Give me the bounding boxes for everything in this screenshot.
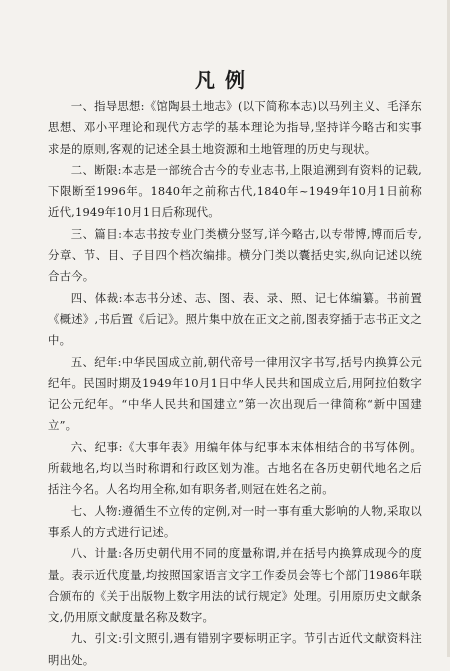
paragraph-chapters: 三、篇目:本志书按专业门类横分竖写,详今略古,以专带博,博而后专,分章、节、目、子目四个档次编排。横分门类以囊括史实,纵向记述以统合古今。: [48, 226, 422, 284]
paragraph-quotations: 九、引文:引文照引,遇有错别字要标明正字。节引古近代文献资料注明出处。: [48, 631, 422, 667]
paragraph-people: 七、人物:遵循生不立传的定例,对一时一事有重大影响的人物,采取以事系人的方式进行记述。: [48, 503, 422, 539]
paragraph-genre: 四、体裁:本志书分述、志、图、表、录、照、记七体编纂。书前置《概述》,书后置《后记》。照片集中放在正文之前,图表穿插于志书正文之中。: [48, 290, 422, 348]
page-title: 凡例: [195, 68, 255, 92]
paragraph-chronology: 五、纪年:中华民国成立前,朝代帝号一律用汉字书写,括号内换算公元纪年。民国时期及1949年10月1日中华人民共和国成立后,用阿拉伯数字记公元纪年。“中华人民共和国建立”第一次出现后一律简称“新中国建立”。: [48, 354, 422, 433]
paragraph-measurement: 八、计量:各历史朝代用不同的度量称谓,并在括号内换算成现今的度量。表示近代度量,均按照国家语言文字工作委员会等七个部门1986年联合颁布的《关于出版物上数字用法的试行规定》处理。引用原历史文献条文,仍用原文献度量名称及数字。: [48, 546, 422, 625]
body-text: [48, 96, 422, 671]
paragraph-guiding-ideology: 一、指导思想:《馆陶县土地志》(以下简称本志)以马列主义、毛泽东思想、邓小平理论和现代方志学的基本理论为指导,坚持详今略古和实事求是的原则,客观的记述全县土地资源和土地管理的历史与现状。: [48, 99, 422, 156]
paragraph-time-limit: 二、断限:本志是一部统合古今的专业志书,上限追溯到有资料的记载,下限断至1996年。1840年之前称古代,1840年~1949年10月1日前称近代,1949年10月1日后称现代。: [48, 162, 422, 220]
paragraph-events: 六、纪事:《大事年表》用编年体与纪事本末体相结合的书写体例。所载地名,均以当时称谓和行政区划为准。古地名在各历史朝代地名之后括注今名。人名均用全称,如有职务者,则冠在姓名之前。: [48, 439, 422, 497]
